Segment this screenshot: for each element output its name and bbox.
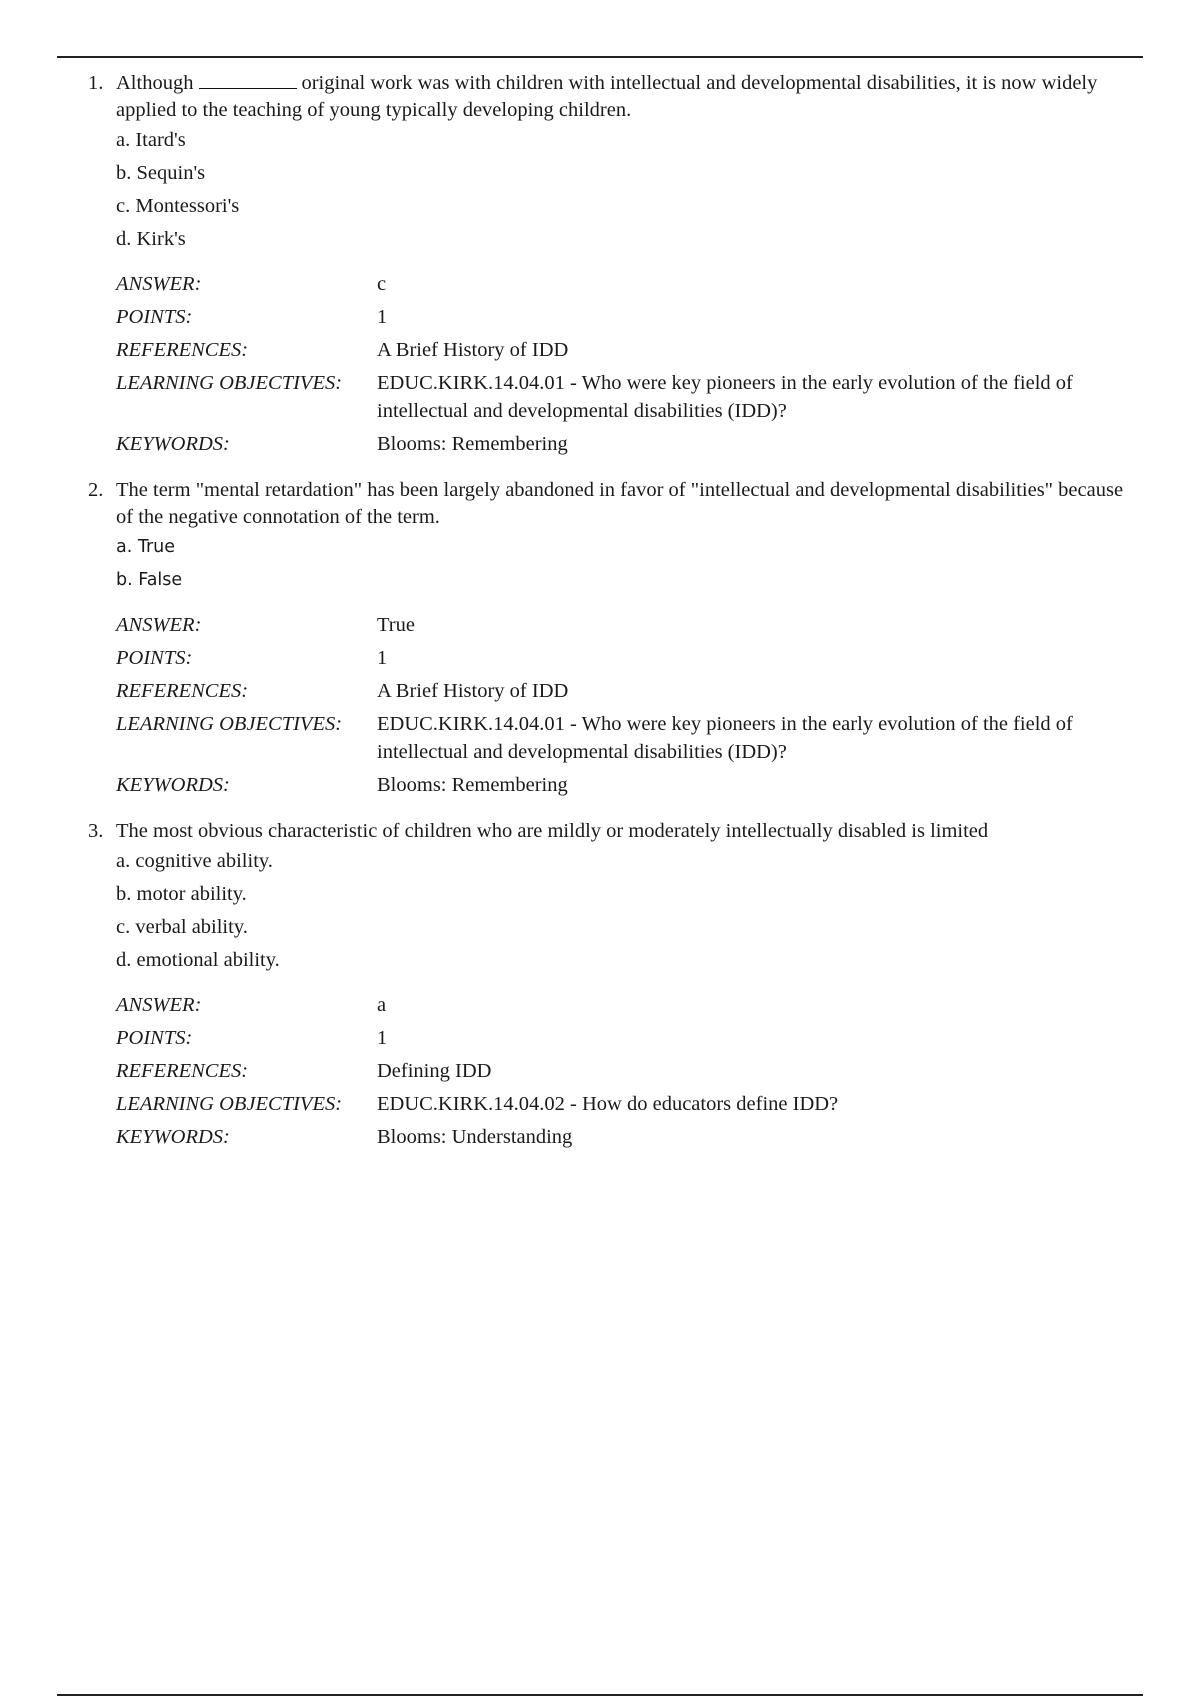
keywords-row [116,1123,1133,1156]
question-text: The most obvious characteristic of children who are mildly or moderately intellectually disabled is limited [116,820,989,842]
keywords-value: Blooms: Remembering [377,774,568,796]
question-number: 3. [88,820,104,842]
question-spacer [88,463,1133,477]
question-stem [88,818,1133,845]
objectives-label: LEARNING OBJECTIVES: [116,372,343,394]
references-label: REFERENCES: [116,339,249,361]
references-label: REFERENCES: [116,680,249,702]
answer-label: ANSWER: [116,614,202,636]
question-text-before-blank: Although [116,72,194,94]
references-row [116,336,1133,369]
question-text [116,70,1133,124]
top-rule [57,56,1143,58]
points-label: POINTS: [116,306,193,328]
question-list [88,70,1133,1156]
answer-label: ANSWER: [116,994,202,1016]
option-b: b. Sequin's [116,162,206,184]
fill-in-blank [199,72,297,89]
references-row [116,677,1133,710]
keywords-label: KEYWORDS: [116,1126,230,1148]
question-stem [88,477,1133,531]
bottom-rule [57,1694,1143,1696]
answer-value: c [377,273,387,295]
objectives-value: EDUC.KIRK.14.04.01 - Who were key pioneers in the early evolution of the field of intellectual and developmental disabilities (IDD)? [377,713,1073,763]
answer-label: ANSWER: [116,273,202,295]
keywords-value: Blooms: Understanding [377,1126,573,1148]
option-a: a. cognitive ability. [116,850,273,872]
points-row [116,303,1133,336]
references-row [116,1057,1133,1090]
points-label: POINTS: [116,1027,193,1049]
question-metadata [116,611,1133,804]
objectives-value: EDUC.KIRK.14.04.01 - Who were key pioneers in the early evolution of the field of intellectual and developmental disabilities (IDD)? [377,372,1073,422]
answer-row [116,611,1133,644]
option-true: a. True [116,537,176,557]
objectives-label: LEARNING OBJECTIVES: [116,713,343,735]
answer-value: True [377,614,415,636]
objectives-row [116,710,1133,771]
answer-options [116,531,1133,597]
question-text: The term "mental retardation" has been largely abandoned in favor of "intellectual and developmental disabilities" because of the negative connotation of the term. [116,479,1124,528]
option-d: d. Kirk's [116,228,186,250]
objectives-row [116,1090,1133,1123]
option-b: b. motor ability. [116,883,247,905]
question-1 [88,70,1133,463]
question-number: 1. [88,72,104,94]
option-d: d. emotional ability. [116,949,280,971]
references-value: A Brief History of IDD [377,339,569,361]
keywords-label: KEYWORDS: [116,774,230,796]
question-spacer [88,804,1133,818]
option-c: c. Montessori's [116,195,240,217]
references-value: A Brief History of IDD [377,680,569,702]
objectives-row [116,369,1133,430]
references-value: Defining IDD [377,1060,492,1082]
references-label: REFERENCES: [116,1060,249,1082]
keywords-value: Blooms: Remembering [377,433,568,455]
answer-options [116,124,1133,256]
question-metadata [116,270,1133,463]
answer-row [116,991,1133,1024]
answer-row [116,270,1133,303]
question-2 [88,477,1133,804]
question-number: 2. [88,479,104,501]
question-metadata [116,991,1133,1156]
option-false: b. False [116,570,183,590]
question-3 [88,818,1133,1156]
question-text-after-blank: original work was with children with intellectual and developmental disabilities, it is now widely applied to the teaching of young typically developing children. [116,72,1098,121]
points-label: POINTS: [116,647,193,669]
points-row [116,644,1133,677]
points-value: 1 [377,306,388,328]
keywords-label: KEYWORDS: [116,433,230,455]
answer-value: a [377,994,387,1016]
answer-options [116,845,1133,977]
points-value: 1 [377,1027,388,1049]
objectives-value: EDUC.KIRK.14.04.02 - How do educators define IDD? [377,1093,839,1115]
option-a: a. Itard's [116,129,186,151]
points-value: 1 [377,647,388,669]
objectives-label: LEARNING OBJECTIVES: [116,1093,343,1115]
question-stem [88,70,1133,124]
keywords-row [116,430,1133,463]
option-c: c. verbal ability. [116,916,248,938]
keywords-row [116,771,1133,804]
points-row [116,1024,1133,1057]
